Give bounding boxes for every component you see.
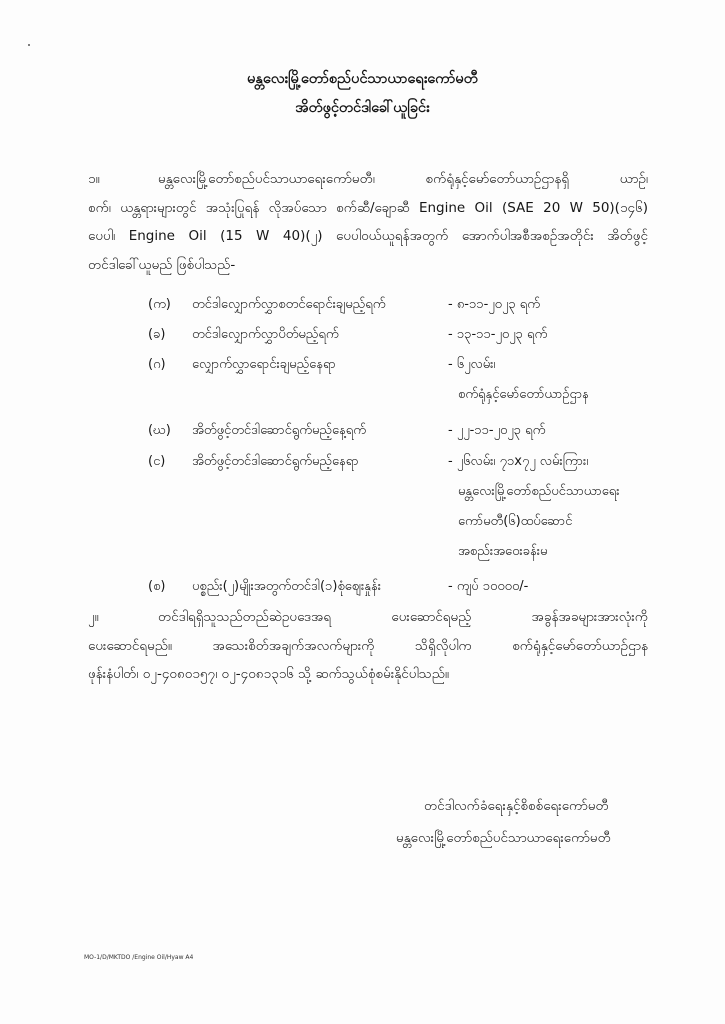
item-label: အိတ်ဖွင့်တင်ဒါဆောင်ရွက်မည့်နေ့ရက် [192,423,366,438]
item-value-line: အစည်းအဝေးခန်းမ [458,544,548,559]
item-marker: (ဂ) [148,357,166,372]
item-value [448,290,540,320]
item-value-line: - ၆၂လမ်း၊ [448,357,496,372]
paragraph-1-line-1-text: မန္တလေးမြို့တော်စည်ပင်သာယာရေးကော်မတီ၊ စက်ရုံနှင့်မော်တော်ယာဉ်ဌာနရှိ ယာဉ်၊ [158,171,648,187]
item-value-line: - ၁၃-၁၁-၂၀၂၃ ရက် [448,327,548,342]
item-label: ပစ္စည်း(၂)မျိုးအတွက်တင်ဒါ(၁)စုံဈေးနှုန်း [192,579,382,594]
paragraph-2 [88,603,648,689]
heading-subject: အိတ်ဖွင့်တင်ဒါခေါ်ယူခြင်း [295,100,430,116]
item-value [448,572,528,602]
item-value [448,447,620,567]
item-marker: (င) [148,454,166,469]
item-marker: (ဃ) [148,423,171,438]
paragraph-1-line-1 [88,165,648,194]
paragraph-1-line-3: ပေပါ၊ Engine Oil (15 W 40)(၂) ပေပါဝယ်ယူရန်အတွက် အောက်ပါအစီအစဉ်အတိုင်း အိတ်ဖွင့် [88,228,648,244]
signature-line-2: မန္တလေးမြို့တော်စည်ပင်သာယာရေးကော်မတီ [396,830,611,846]
paragraph-1-line-4: တင်ဒါခေါ်ယူမည် ဖြစ်ပါသည်- [88,256,236,273]
paragraph-1-number: ၁။ [88,171,100,187]
paragraph-2-line-3: ဖုန်းနံပါတ်၊ ၀၂-၄၀၈၀၁၅၇၊ ၀၂-၄၀၈၁၃၁၆ သို့ ဆက်သွယ်စုံစမ်းနိုင်ပါသည်။ [88,666,449,682]
paragraph-2-line-1 [88,603,648,632]
item-value-line: စက်ရုံနှင့်မော်တော်ယာဉ်ဌာန [458,387,589,402]
item-marker: (ခ) [148,327,166,342]
item-value-line: - ကျပ် ၁၀၀၀၀/- [448,579,529,594]
signature-line-1: တင်ဒါလက်ခံရေးနှင့်စိစစ်ရေးကော်မတီ [424,798,609,814]
item-value [448,320,547,350]
item-value-line: - ၈-၁၁-၂၀၂၃ ရက် [448,297,540,312]
item-label: အိတ်ဖွင့်တင်ဒါဆောင်ရွက်မည့်နေရာ [192,454,359,469]
item-label: တင်ဒါလျှောက်လွှာစတင်ရောင်းချမည့်ရက် [192,297,386,312]
item-marker: (က) [148,297,171,312]
item-value-line: ကော်မတီ(၆)ထပ်ဆောင် [458,514,573,529]
item-value-line: - ၂၆လမ်း၊ ၇၁x၇၂ လမ်းကြား၊ [448,454,589,469]
scan-speck [28,44,30,46]
item-label: တင်ဒါလျှောက်လွှာပိတ်မည့်ရက် [192,327,339,342]
item-label: လျှောက်လွှာရောင်းချမည့်နေရာ [192,357,336,372]
item-value [448,416,545,446]
item-value-line: မန္တလေးမြို့တော်စည်ပင်သာယာရေး [458,484,620,499]
paragraph-2-number: ၂။ [88,609,99,625]
footer-reference: MO-1/D/MKTDO /Engine Oil/Hyaw A4 [84,954,194,961]
item-value-line: - ၂၂-၁၁-၂၀၂၃ ရက် [448,423,546,438]
paragraph-1 [88,165,648,279]
item-marker: (စ) [148,579,166,594]
heading-organization: မန္တလေးမြို့တော်စည်ပင်သာယာရေးကော်မတီ [247,71,478,87]
paragraph-1-line-2: စက်၊ ယန္တရားများတွင် အသုံးပြုရန် လိုအပ်သော စက်ဆီ/ချောဆီ Engine Oil (SAE 20 W 50)(၁၄၆) [88,199,648,216]
paragraph-2-line-2: ပေးဆောင်ရမည်။ အသေးစိတ်အချက်အလက်များကို သိရှိလိုပါက စက်ရုံနှင့်မော်တော်ယာဉ်ဌာန [88,637,648,654]
paragraph-2-line-1-text: တင်ဒါရရှိသူသည်တည်ဆဲဥပဒေအရ ပေးဆောင်ရမည့် အခွန်အခများအားလုံးကို [158,609,648,625]
item-value [448,350,589,410]
